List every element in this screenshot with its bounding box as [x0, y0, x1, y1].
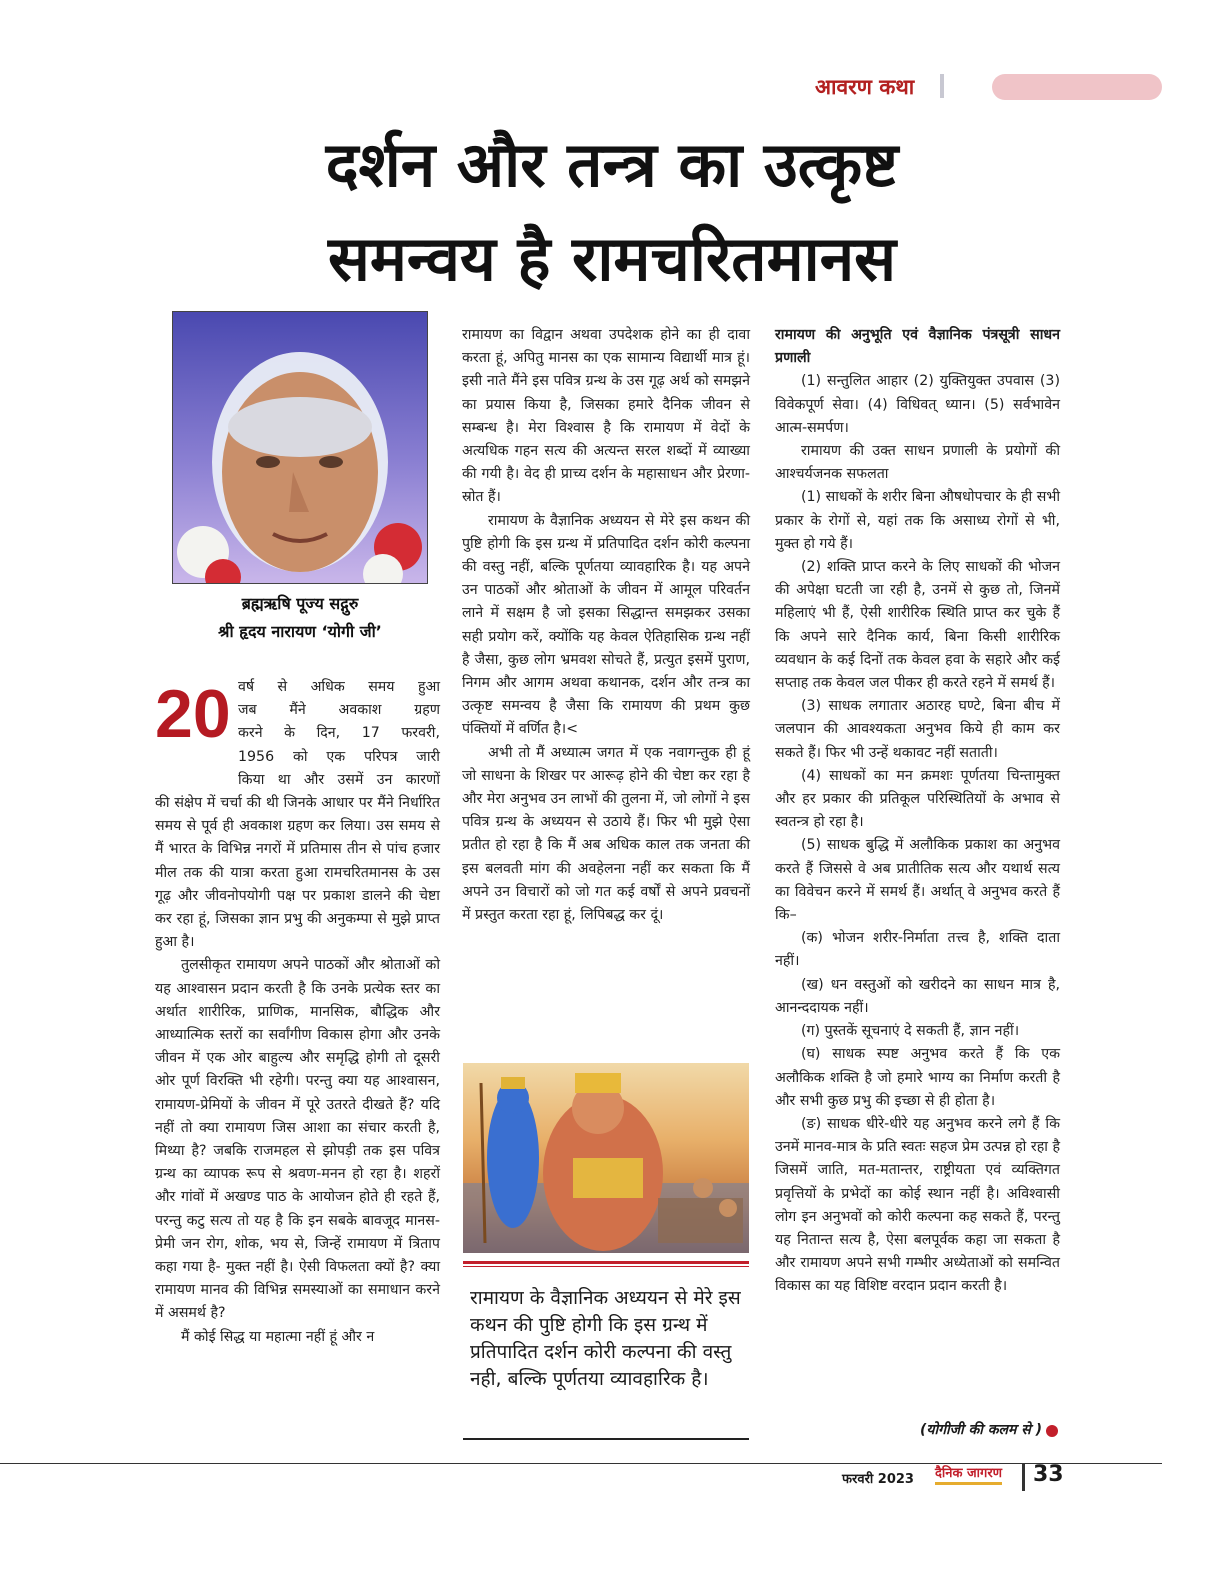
portrait-illustration	[173, 312, 427, 583]
quote-rule-bottom	[463, 1438, 749, 1440]
quote-rule-top-thin	[463, 1266, 749, 1267]
byline: (योगीजी की कलम से )	[919, 1422, 1042, 1438]
paragraph: (4) साधकों का मन क्रमशः पूर्णतया चिन्तामुक्त और हर प्रकार की प्रतिकूल परिस्थितियों के अभाव से स्वतन्त्र हो रहा है।	[775, 767, 1060, 831]
paragraph: मैं कोई सिद्ध या महात्मा नहीं हूं और न	[181, 1328, 375, 1345]
paragraph: रामायण का विद्वान अथवा उपदेशक होने का ही दावा करता हूं, अपितु मानस का एक सामान्य विद्यार्थी मात्र हूं। इसी नाते मैंने इस पवित्र ग्रन्थ के उस गूढ़ अर्थ को समझने का प्रयास किया है, जिसका हमारे दैनिक जीवन से सम्बन्ध है। मेरा विश्वास है कि रामायण में वेदों के अत्यधिक गहन सत्य की अत्यन्त सरल शब्दों में व्याख्या की गयी है। वेद ही प्राच्य दर्शन के महासाधन और प्रेरणा-स्रोत हैं।	[462, 327, 750, 506]
title-line-1: दर्शन और तन्त्र का उत्कृष्ट	[325, 128, 899, 201]
intro-line: करने के दिन, 17 फरवरी,	[238, 725, 440, 742]
paragraph: (घ) साधक स्पष्ट अनुभव करते हैं कि एक अलौकिक शक्ति है जो हमारे भाग्य का निर्माण करती है और सभी कुछ प्रभु की इच्छा से ही होता है।	[775, 1046, 1060, 1109]
ram-hanuman-image	[463, 1063, 749, 1253]
column-3-body	[775, 324, 1060, 1299]
end-mark-icon	[1046, 1425, 1058, 1437]
paragraph: (ङ) साधक धीरे-धीरे यह अनुभव करने लगे हैं कि उनमें मानव-मात्र के प्रति स्वतः सहज प्रेम उत्पन्न हो रहा है जिसमें जाति, मत-मतान्तर, राष्ट्रीयता एवं व्यक्तिगत प्रवृत्तियों के प्रभेदों का कोई स्थान नहीं है। अविश्वासी लोग इन अनुभवों को कोरी कल्पना कह सकते हैं, परन्तु यह नितान्त सत्य है, ऐसा बलपूर्वक कहा जा सकता है और रामायण अपने सभी गम्भीर अध्येताओं को समन्वित विकास का यह विशिष्ट वरदान प्रदान करती है।	[775, 1115, 1060, 1295]
paragraph: (3) साधक लगातार अठारह घण्टे, बिना बीच में जलपान की आवश्यकता अनुभव किये ही काम कर सकते हैं। फिर भी उन्हें थकावट नहीं सताती।	[775, 698, 1060, 761]
section-tag-pill	[992, 74, 1162, 100]
portrait-caption	[150, 590, 450, 646]
intro-lines	[238, 676, 440, 792]
paragraph: रामायण की उक्त साधन प्रणाली के प्रयोगों की आश्चर्यजनक सफलता	[775, 443, 1060, 483]
column-2-body	[462, 324, 750, 927]
paragraph: (1) साधकों के शरीर बिना औषधोपचार के ही सभी प्रकार के रोगों से, यहां तक कि असाध्य रोगों से भी, मुक्त हो गये हैं।	[775, 489, 1060, 552]
caption-line-2: श्री हृदय नारायण ‘योगी जी’	[218, 622, 382, 641]
title-line-2: समन्वय है रामचरितमानस	[327, 222, 897, 295]
page-title	[120, 118, 1104, 306]
paragraph: (क) भोजन शरीर-निर्माता तत्त्व है, शक्ति दाता नहीं।	[775, 930, 1060, 970]
footer-divider	[1022, 1463, 1025, 1491]
pull-quote: रामायण के वैज्ञानिक अध्ययन से मेरे इस कथन की पुष्टि होगी कि इस ग्रन्थ में प्रतिपादित दर्शन कोरी कल्पना की वस्तु नही, बल्कि पूर्णतया व्यावहारिक है।	[470, 1287, 741, 1390]
paragraph: (ख) धन वस्तुओं को खरीदने का साधन मात्र है, आनन्ददायक नहीं।	[775, 976, 1060, 1016]
column-1-body	[155, 792, 440, 1349]
intro-line: किया था और उसमें उन कारणों	[238, 771, 440, 788]
paragraph: (2) शक्ति प्राप्त करने के लिए साधकों की भोजन की अपेक्षा घटती जा रही है, उनमें से कुछ तो, जिनमें महिलाएं भी हैं, ऐसी शारीरिक स्थिति प्राप्त कर चुके हैं कि अपने सारे दैनिक कार्य, बिना किसी शारीरिक व्यवधान के कई दिनों तक केवल हवा के सहारे और कई सप्ताह तक केवल जल पीकर ही करते रहने में समर्थ हैं।	[775, 559, 1060, 692]
footer-brand-logo: दैनिक जागरण	[935, 1466, 1002, 1485]
intro-line: जब मैंने अवकाश ग्रहण	[238, 702, 440, 719]
paragraph: (ग) पुस्तकें सूचनाएं दे सकती हैं, ज्ञान नहीं।	[801, 1023, 1020, 1040]
footer-date: फरवरी 2023	[842, 1472, 914, 1487]
paragraph: की संक्षेप में चर्चा की थी जिनके आधार पर मैंने निर्धारित समय से पूर्व ही अवकाश ग्रहण कर लिया। उस समय से मैं भारत के विभिन्न नगरों में प्रतिमास तीन से पांच हजार मील तक की यात्रा करता हुआ रामचरितमानस के उस गूढ़ और जीवनोपयोगी पक्ष पर प्रकाश डालने की चेष्टा कर रहा हूं, जिसका ज्ञान प्रभु की अनुकम्पा से मुझे प्राप्त हुआ है।	[155, 795, 440, 951]
paragraph: (1) सन्तुलित आहार (2) युक्तियुक्त उपवास (3) विवेकपूर्ण सेवा। (4) विधिवत् ध्यान। (5) सर्वभावेन आत्म-समर्पण।	[775, 373, 1060, 436]
paragraph: रामायण के वैज्ञानिक अध्ययन से मेरे इस कथन की पुष्टि होगी कि इस ग्रन्थ में प्रतिपादित दर्शन कोरी कल्पना की वस्तु नहीं, बल्कि पूर्णतया व्यावहारिक है। यह अपने उन पाठकों और श्रोताओं के जीवन में आमूल परिवर्तन लाने में सक्षम है जो इसका सिद्धान्त समझकर उसका सही प्रयोग करें, क्योंकि यह केवल ऐतिहासिक ग्रन्थ नहीं है जैसा, कुछ लोग भ्रमवश सोचते हैं, प्रत्युत इसमें पुराण, निगम और आगम अथवा कथानक, दर्शन और तन्त्र का उत्कृष्ट समन्वय है जैसा कि रामायण की प्रथम कुछ पंक्तियों में वर्णित है।<	[462, 512, 750, 738]
portrait-photo	[172, 311, 428, 584]
paragraph: तुलसीकृत रामायण अपने पाठकों और श्रोताओं को यह आश्वासन प्रदान करती है कि उनके प्रत्येक स्तर का अर्थात शारीरिक, प्राणिक, मानसिक, बौद्धिक और आध्यात्मिक स्तरों का सर्वांगीण विकास होगा और उनके जीवन में एक ओर बाहुल्य और समृद्धि होगी तो दूसरी ओर पूर्ण विरक्ति भी रहेगी। परन्तु क्या यह आश्वासन, रामायण-प्रेमियों के जीवन में पूरे उतरते दीखते हैं? यदि नहीं तो क्या रामायण जिस आशा का संचार करती है, मिथ्या है? जबकि राजमहल से झोपड़ी तक इस पवित्र ग्रन्थ का व्यापक रूप से श्रवण-मनन हो रहा है। शहरों और गांवों में अखण्ड पाठ के आयोजन होते ही रहते हैं, परन्तु कटु सत्य तो यह है कि इन सबके बावजूद मानस-प्रेमी जन रोग, शोक, भय से, जिन्हें रामायण में त्रिताप कहा गया है- मुक्त नहीं है। ऐसी विफलता क्यों है? क्या रामायण मानव की विभिन्न समस्याओं का समाधान करने में असमर्थ है?	[155, 957, 440, 1322]
ram-hanuman-illustration	[463, 1063, 749, 1253]
paragraph: (5) साधक बुद्धि में अलौकिक प्रकाश का अनुभव करते हैं जिससे वे अब प्रातीतिक सत्य और यथार्थ सत्य का विवेचन करने में समर्थ हैं। अर्थात् वे अनुभव करते हैं कि–	[775, 837, 1060, 924]
quote-rule-top	[463, 1261, 749, 1264]
drop-cap: 20	[155, 676, 231, 752]
section-tag: आवरण कथा	[815, 75, 915, 99]
intro-line: 1956 को एक परिपत्र जारी	[238, 748, 440, 765]
section-heading: रामायण की अनुभूति एवं वैज्ञानिक पंत्रसूत्री साधन प्रणाली	[775, 327, 1060, 367]
intro-line: वर्ष से अधिक समय हुआ	[238, 679, 440, 695]
section-tag-divider	[940, 74, 944, 98]
footer-rule	[0, 1463, 1162, 1464]
paragraph: अभी तो मैं अध्यात्म जगत में एक नवागन्तुक ही हूं जो साधना के शिखर पर आरूढ़ होने की चेष्टा कर रहा है और मेरा अनुभव उन लाभों की तुलना में, जो लोगों ने इस पवित्र ग्रन्थ के अध्ययन से उठाये हैं। फिर भी मुझे ऐसा प्रतीत हो रहा है कि मैं अब अधिक काल तक जनता की इस बलवती मांग की अवहेलना नहीं कर सकता कि मैं अपने उन विचारों को जो गत कई वर्षों से अपने प्रवचनों में प्रस्तुत करता रहा हूं, लिपिबद्ध कर दूं।	[462, 744, 750, 924]
caption-line-1: ब्रह्मऋषि पूज्य सद्गुरु	[241, 594, 359, 613]
page-number: 33	[1033, 1462, 1064, 1487]
